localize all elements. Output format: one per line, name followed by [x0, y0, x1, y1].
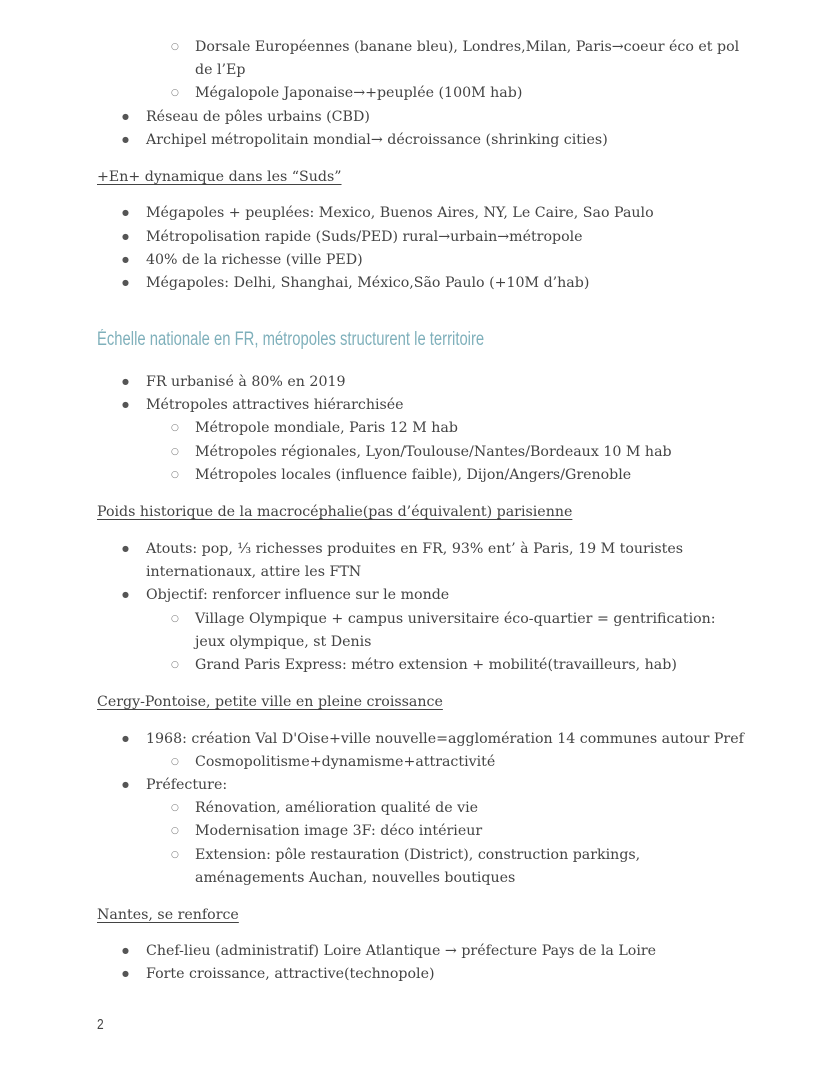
list-item-continuation: de l’Ep [195, 62, 246, 78]
list-item: ● Archipel métropolitain mondial→ décroissance (shrinking cities) [146, 130, 608, 150]
list-item: ● FR urbanisé à 80% en 2019 [146, 372, 346, 392]
subheading-cergy: Cergy-Pontoise, petite ville en pleine croissance [97, 694, 443, 710]
list-item: ○ Rénovation, amélioration qualité de vie [195, 798, 478, 818]
list-item: ○ Mégalopole Japonaise→+peuplée (100M hab) [195, 83, 522, 103]
list-item: ○ Grand Paris Express: métro extension + mobilité(travailleurs, hab) [195, 655, 677, 675]
list-item: ● Préfecture: [146, 775, 227, 795]
section-heading: Échelle nationale en FR, métropoles structurent le territoire [97, 329, 485, 350]
list-item: ○ Dorsale Européennes (banane bleu), Londres,Milan, Paris→coeur éco et pol [195, 37, 739, 57]
list-item: ● Réseau de pôles urbains (CBD) [146, 107, 370, 127]
list-item-continuation: internationaux, attire les FTN [146, 564, 362, 580]
list-item: ○ Métropoles régionales, Lyon/Toulouse/Nantes/Bordeaux 10 M hab [195, 442, 672, 462]
list-item-continuation: aménagements Auchan, nouvelles boutiques [195, 870, 516, 886]
list-item-continuation: jeux olympique, st Denis [195, 634, 372, 650]
list-item: ● Mégapoles + peuplées: Mexico, Buenos Aires, NY, Le Caire, Sao Paulo [146, 203, 654, 223]
subheading-suds: +En+ dynamique dans les “Suds” [97, 169, 342, 185]
subheading-paris: Poids historique de la macrocéphalie(pas d’équivalent) parisienne [97, 504, 573, 520]
list-item: ○ Métropole mondiale, Paris 12 M hab [195, 418, 458, 438]
list-item: ○ Extension: pôle restauration (District), construction parkings, [195, 845, 640, 865]
list-item: ○ Modernisation image 3F: déco intérieur [195, 821, 482, 841]
list-item: ● Forte croissance, attractive(technopole) [146, 964, 435, 984]
list-item: ● Mégapoles: Delhi, Shanghai, México,São Paulo (+10M d’hab) [146, 273, 589, 293]
list-item: ● 40% de la richesse (ville PED) [146, 250, 363, 270]
list-item: ● 1968: création Val D'Oise+ville nouvelle=agglomération 14 communes autour Pref [146, 729, 744, 749]
list-item: ○ Métropoles locales (influence faible), Dijon/Angers/Grenoble [195, 465, 631, 485]
list-item: ● Atouts: pop, ⅓ richesses produites en FR, 93% ent’ à Paris, 19 M touristes [146, 539, 683, 559]
list-item: ● Métropoles attractives hiérarchisée [146, 395, 404, 415]
page-number: 2 [97, 1016, 104, 1033]
list-item: ● Objectif: renforcer influence sur le monde [146, 585, 449, 605]
subheading-nantes: Nantes, se renforce [97, 907, 239, 923]
list-item: ○ Village Olympique + campus universitaire éco-quartier = gentrification: [195, 609, 716, 629]
list-item: ● Chef-lieu (administratif) Loire Atlantique → préfecture Pays de la Loire [146, 941, 656, 961]
list-item: ● Métropolisation rapide (Suds/PED) rural→urbain→métropole [146, 227, 583, 247]
list-item: ○ Cosmopolitisme+dynamisme+attractivité [195, 752, 495, 772]
